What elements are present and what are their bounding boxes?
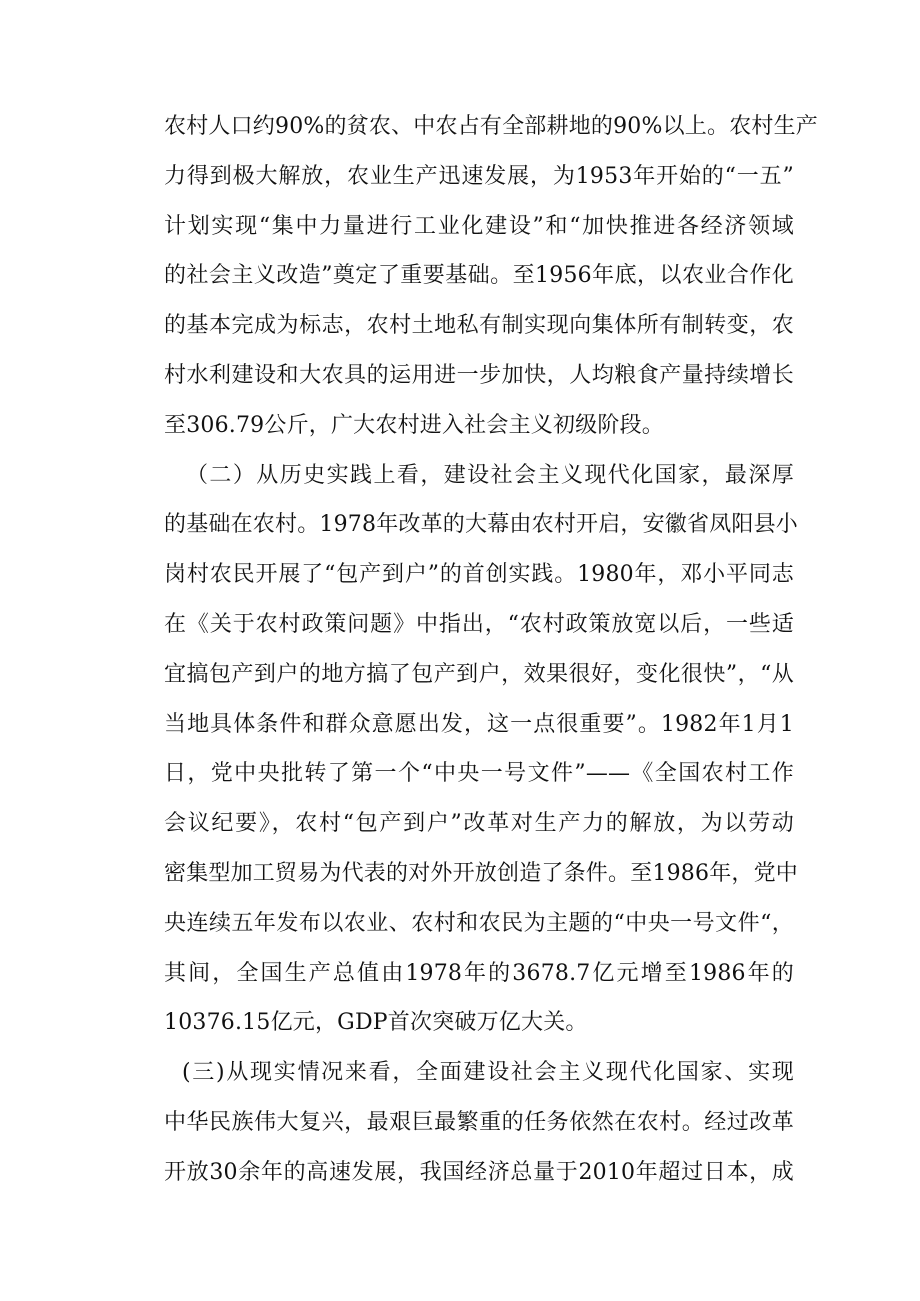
paragraph-line: 的社会主义改造”奠定了重要基础。至1956年底，以农业合作化 — [164, 263, 794, 289]
paragraph-line: 的基本完成为标志，农村土地私有制实现向集体所有制转变，农 — [164, 313, 794, 339]
paragraph-line: 计划实现“集中力量进行工业化建设”和“加快推进各经济领域 — [164, 213, 794, 239]
paragraph-line: 在《关于农村政策问题》中指出，“农村政策放宽以后，一些适 — [164, 611, 794, 637]
paragraph-line: 的基础在农村。1978年改革的大幕由农村开启，安徽省凤阳县小 — [164, 512, 798, 538]
paragraph-line: 会议纪要》，农村“包产到户”改革对生产力的解放，为以劳动 — [164, 811, 794, 837]
paragraph-line: 密集型加工贸易为代表的对外开放创造了条件。至1986年，党中 — [164, 860, 798, 886]
paragraph-line: 日，党中央批转了第一个“中央一号文件”——《全国农村工作 — [164, 761, 794, 787]
paragraph-line: （二）从历史实践上看，建设社会主义现代化国家，最深厚 — [186, 462, 794, 488]
paragraph-line: 岗村农民开展了“包产到户”的首创实践。1980年，邓小平同志 — [164, 562, 794, 588]
paragraph-line: 宜搞包产到户的地方搞了包产到户，效果很好，变化很快”，“从 — [164, 661, 794, 687]
paragraph-line: (三)从现实情况来看，全面建设社会主义现代化国家、实现 — [182, 1060, 794, 1086]
paragraph-line: 村水利建设和大农具的运用进一步加快，人均粮食产量持续增长 — [164, 362, 794, 388]
document-body — [164, 102, 818, 1198]
paragraph-line: 央连续五年发布以农业、农村和农民为主题的“中央一号文件“， — [164, 910, 794, 936]
paragraph-line: 中华民族伟大复兴，最艰巨最繁重的任务依然在农村。经过改革 — [164, 1109, 794, 1135]
paragraph-line: 开放30余年的高速发展，我国经济总量于2010年超过日本，成 — [164, 1159, 794, 1185]
paragraph-line: 至306.79公斤，广大农村进入社会主义初级阶段。 — [164, 412, 664, 438]
paragraph-line: 当地具体条件和群众意愿出发，这一点很重要”。1982年1月1 — [164, 711, 794, 737]
paragraph-line: 其间，全国生产总值由1978年的3678.7亿元增至1986年的 — [164, 960, 794, 986]
paragraph-line: 农村人口约90%的贫农、中农占有全部耕地的90%以上。农村生产 — [164, 114, 818, 139]
paragraph-line: 力得到极大解放，农业生产迅速发展，为1953年开始的“一五” — [164, 163, 794, 189]
paragraph-line: 10376.15亿元，GDP首次突破万亿大关。 — [164, 1010, 588, 1036]
